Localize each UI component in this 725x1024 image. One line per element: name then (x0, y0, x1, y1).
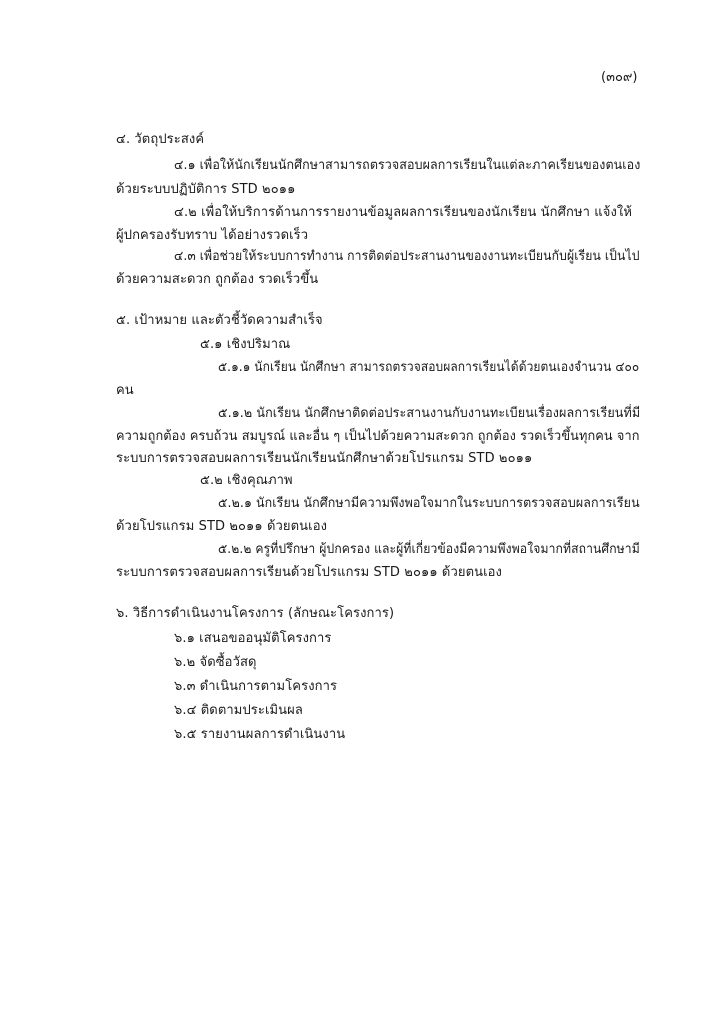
section-5-heading: ๕. เป้าหมาย และตัวชี้วัดความสำเร็จ (116, 313, 323, 328)
quality-heading: ๕.๒ เชิงคุณภาพ (200, 473, 293, 488)
step-item: ๖.๒ จัดซื้อวัสดุ (174, 655, 257, 670)
objective-4-1-line-1: ๔.๑ เพื่อให้นักเรียนนักศึกษาสามารถตรวจสอบผลการเรียนในแต่ละภาคเรียนของตนเอง (174, 158, 641, 173)
quantity-heading: ๕.๑ เชิงปริมาณ (200, 337, 291, 352)
target-5-2-1-line-1: ๕.๒.๑ นักเรียน นักศึกษามีความพึงพอใจมากในระบบการตรวจสอบผลการเรียน (218, 496, 640, 511)
target-5-1-2-line-3: ระบบการตรวจสอบผลการเรียนนักเรียนนักศึกษาด้วยโปรแกรม STD ๒๐๑๑ (116, 451, 533, 466)
section-4-heading: ๔. วัตถุประสงค์ (116, 132, 205, 147)
objective-4-3-line-2: ด้วยความสะดวก ถูกต้อง รวดเร็วขึ้น (116, 272, 319, 287)
objective-4-2-line-2: ผู้ปกครองรับทราบ ได้อย่างรวดเร็ว (116, 228, 309, 243)
step-item: ๖.๔ ติดตามประเมินผล (174, 703, 303, 718)
step-item: ๖.๓ ดำเนินการตามโครงการ (174, 679, 338, 694)
step-item: ๖.๕ รายงานผลการดำเนินงาน (174, 727, 346, 742)
target-5-2-1-line-2: ด้วยโปรแกรม STD ๒๐๑๑ ด้วยตนเอง (116, 519, 328, 534)
page-number: (๓๐๙) (601, 70, 638, 85)
target-5-1-2-line-1: ๕.๑.๒ นักเรียน นักศึกษาติดต่อประสานงานกับงานทะเบียนเรื่องผลการเรียนที่มี (218, 406, 641, 421)
target-5-2-2-line-2: ระบบการตรวจสอบผลการเรียนด้วยโปรแกรม STD ๒๐๑๑ ด้วยตนเอง (116, 565, 502, 580)
objective-4-3-line-1: ๔.๓ เพื่อช่วยให้ระบบการทำงาน การติดต่อประสานงานของงานทะเบียนกับผู้เรียน เป็นไป (174, 249, 640, 264)
target-5-1-2-line-2: ความถูกต้อง ครบถ้วน สมบูรณ์ และอื่น ๆ เป็นไปด้วยความสะดวก ถูกต้อง รวดเร็วขึ้นทุกคน จาก (116, 429, 640, 444)
target-5-1-1-line-2: คน (116, 383, 134, 398)
section-6-heading: ๖. วิธีการดำเนินงานโครงการ (ลักษณะโครงการ) (116, 606, 395, 621)
step-item: ๖.๑ เสนอขออนุมัติโครงการ (174, 631, 332, 646)
target-5-1-1-line-1: ๕.๑.๑ นักเรียน นักศึกษา สามารถตรวจสอบผลการเรียนได้ด้วยตนเองจำนวน ๔๐๐ (218, 360, 640, 375)
target-5-2-2-line-1: ๕.๒.๒ ครูที่ปรึกษา ผู้ปกครอง และผู้ที่เกี่ยวข้องมีความพึงพอใจมากที่สถานศึกษามี (218, 542, 640, 557)
objective-4-2-line-1: ๔.๒ เพื่อให้บริการด้านการรายงานข้อมูลผลการเรียนของนักเรียน นักศึกษา แจ้งให้ (174, 205, 633, 220)
objective-4-1-line-2: ด้วยระบบปฏิบัติการ STD ๒๐๑๑ (116, 182, 296, 197)
